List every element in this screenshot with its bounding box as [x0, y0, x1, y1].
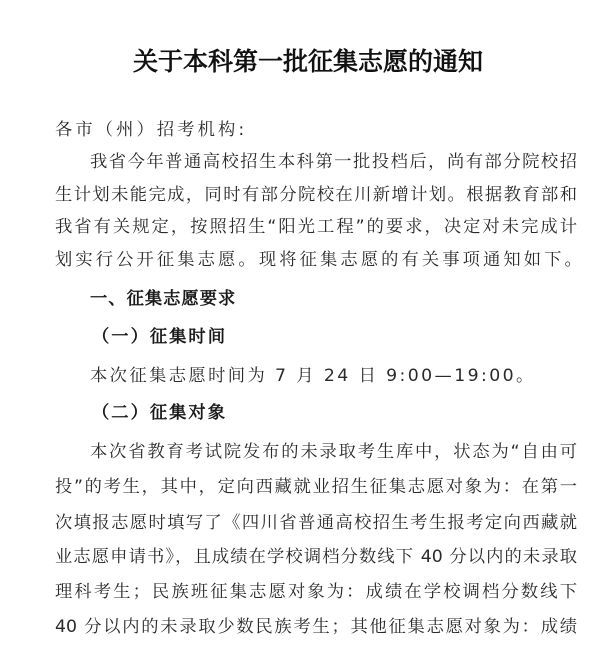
document-title: 关于本科第一批征集志愿的通知 [132, 47, 483, 76]
section-heading: 一、征集志愿要求 [90, 289, 237, 309]
paragraph-line: 40 分以内的未录取少数民族考生；其他征集志愿对象为：成绩 [55, 617, 577, 637]
paragraph-line: 次填报志愿时填写了《四川省普通高校招生考生报考定向西藏就 [55, 513, 577, 533]
salutation: 各市（州）招考机构: [55, 120, 248, 140]
paragraph-line: 本次省教育考试院发布的未录取考生库中，状态为“自由可 [90, 442, 577, 462]
subsection-heading: （一）征集时间 [92, 327, 227, 347]
paragraph-line: 投”的考生，其中，定向西藏就业招生征集志愿对象为：在第一 [55, 477, 577, 497]
paragraph-line: 生计划未能完成，同时有部分院校在川新增计划。根据教育部和 [55, 185, 577, 205]
paragraph-line: 我省今年普通高校招生本科第一批投档后，尚有部分院校招 [90, 152, 577, 172]
time-text: 本次征集志愿时间为 7 月 24 日 9:00—19:00。 [90, 366, 536, 386]
subsection-heading: （二）征集对象 [92, 403, 227, 423]
paragraph-line: 业志愿申请书》，且成绩在学校调档分数线下 40 分以内的未录取 [55, 547, 577, 567]
paragraph-line: 理科考生；民族班征集志愿对象为：成绩在学校调档分数线下 [55, 582, 577, 602]
paragraph-line: 划实行公开征集志愿。现将征集志愿的有关事项通知如下。 [55, 250, 585, 270]
paragraph-line: 我省有关规定，按照招生“阳光工程”的要求，决定对未完成计 [55, 217, 577, 237]
